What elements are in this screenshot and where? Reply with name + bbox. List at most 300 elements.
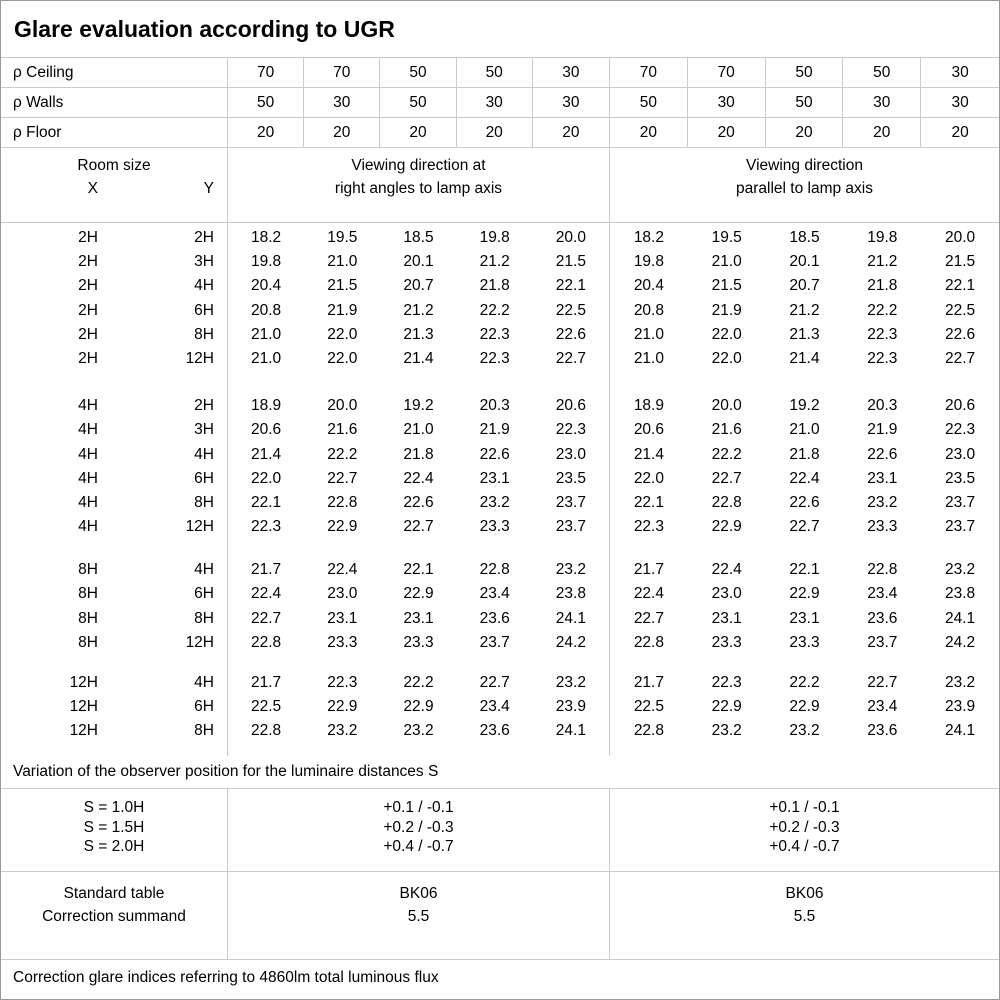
room-x-value: 2H: [78, 229, 98, 246]
spacing-values-right-angles: [228, 789, 610, 871]
ugr-value: 21.0: [633, 349, 664, 367]
group-header-line: Viewing direction: [746, 157, 863, 174]
ugr-row-values: [228, 515, 609, 539]
spacing-label: S = 1.0H: [83, 799, 145, 816]
ugr-value: 23.2: [945, 561, 976, 579]
ugr-value: 22.7: [555, 349, 586, 367]
room-y-value: 4H: [194, 674, 214, 691]
ugr-row-values: [610, 299, 999, 323]
room-y-value: 4H: [194, 561, 214, 579]
ugr-row-room-size: [1, 226, 227, 250]
ugr-row-values: [610, 582, 999, 606]
room-x-value: 12H: [69, 674, 98, 691]
ugr-value: 22.4: [327, 561, 358, 579]
ugr-value: 22.9: [789, 698, 820, 716]
ugr-value: 22.6: [403, 493, 434, 511]
ugr-row-room-size: [1, 491, 227, 515]
ugr-value: 21.0: [711, 253, 742, 271]
ugr-value: 18.5: [403, 229, 434, 246]
spacing-value: +0.2 / -0.3: [383, 818, 454, 836]
ugr-value: 22.9: [327, 698, 358, 716]
reflectance-value: 50: [843, 58, 921, 87]
ugr-value: 22.7: [479, 674, 510, 691]
room-y-value: 8H: [194, 722, 214, 740]
ugr-value: 20.0: [711, 397, 742, 415]
ugr-value: 22.3: [867, 325, 898, 343]
reflectance-row-label: [1, 118, 228, 147]
room-size-label: Room size: [77, 157, 151, 174]
ugr-value: 21.9: [867, 421, 898, 439]
ugr-value: 23.2: [789, 722, 820, 740]
ugr-value: 21.7: [633, 674, 664, 691]
ugr-block-parallel: [610, 558, 999, 655]
ugr-value: 21.9: [711, 301, 742, 319]
reflectance-value: 50: [457, 58, 533, 87]
reflectance-label-text: ρ Floor: [13, 123, 62, 141]
ugr-value: 21.9: [327, 301, 358, 319]
ugr-value: 22.1: [945, 277, 976, 295]
ugr-row-values: [610, 323, 999, 347]
ugr-row-room-size: [1, 631, 227, 655]
room-x-value: 4H: [78, 445, 98, 463]
ugr-value: 22.6: [789, 493, 820, 511]
ugr-value: 20.8: [251, 301, 282, 319]
ugr-value: 22.6: [479, 445, 510, 463]
reflectance-value: 30: [843, 88, 921, 117]
ugr-value: 21.3: [789, 325, 820, 343]
ugr-value: 23.2: [867, 493, 898, 511]
ugr-value: 22.4: [633, 585, 664, 603]
ugr-value: 21.2: [789, 301, 820, 319]
ugr-value: 22.3: [479, 325, 510, 343]
ugr-row-values: [228, 671, 609, 695]
room-y-value: 12H: [185, 349, 214, 367]
ugr-value: 23.2: [555, 561, 586, 579]
reflectance-row-label: [1, 88, 228, 117]
ugr-value: 22.5: [251, 698, 282, 716]
room-x-value: 4H: [78, 421, 98, 439]
room-y-value: 6H: [194, 585, 214, 603]
ugr-block-room: [1, 226, 227, 371]
ugr-value: 24.2: [555, 633, 586, 651]
standard-values-parallel: [610, 872, 999, 959]
ugr-row-room-size: [1, 719, 227, 743]
reflectance-row: [1, 118, 999, 148]
ugr-value: 23.0: [327, 585, 358, 603]
room-y-value: 6H: [194, 469, 214, 487]
ugr-block-room: [1, 558, 227, 655]
ugr-value: 20.3: [479, 397, 510, 415]
ugr-value: 23.3: [867, 518, 898, 536]
ugr-value: 21.2: [479, 253, 510, 271]
ugr-value: 22.3: [711, 674, 742, 691]
ugr-value: 20.7: [789, 277, 820, 295]
standard-labels: [1, 872, 228, 959]
reflectance-group-parallel: [610, 88, 999, 117]
ugr-value: 22.7: [633, 609, 664, 627]
reflectance-value: 30: [951, 63, 969, 81]
ugr-value: 22.3: [327, 674, 358, 691]
reflectance-value: 20: [562, 123, 580, 141]
reflectance-value: 50: [766, 88, 844, 117]
ugr-block-right-angles: [228, 226, 609, 371]
ugr-value: 22.4: [711, 561, 742, 579]
ugr-row-values: [610, 515, 999, 539]
ugr-row-room-size: [1, 607, 227, 631]
room-x-value: 12H: [69, 698, 98, 716]
ugr-value: 22.1: [403, 561, 434, 579]
ugr-value: 20.0: [555, 229, 586, 246]
reflectance-value: 20: [380, 118, 456, 147]
ugr-value: 23.6: [867, 609, 898, 627]
ugr-value: 21.8: [867, 277, 898, 295]
ugr-value: 23.7: [867, 633, 898, 651]
ugr-row-values: [228, 719, 609, 743]
standard-table-label: Standard table: [63, 885, 165, 902]
ugr-value: 18.2: [251, 229, 282, 246]
reflectance-value: 30: [562, 63, 580, 81]
ugr-value: 23.7: [555, 493, 586, 511]
room-y-value: 2H: [194, 229, 214, 246]
reflectance-value: 70: [688, 58, 766, 87]
room-y-value: 8H: [194, 325, 214, 343]
reflectance-value: 30: [562, 93, 580, 111]
ugr-value: 20.6: [251, 421, 282, 439]
spacing-values-parallel: [610, 789, 999, 871]
ugr-row-room-size: [1, 418, 227, 442]
ugr-value: 23.3: [479, 518, 510, 536]
ugr-row-room-size: [1, 274, 227, 298]
reflectance-group-right-angles: [228, 118, 610, 147]
reflectance-value: 20: [610, 118, 688, 147]
ugr-row-values: [228, 582, 609, 606]
ugr-row-room-size: [1, 582, 227, 606]
reflectance-value: 50: [766, 58, 844, 87]
ugr-value: 21.8: [479, 277, 510, 295]
room-x-value: 8H: [78, 633, 98, 651]
room-y-value: 12H: [185, 518, 214, 536]
reflectance-value: 50: [228, 88, 304, 117]
spacing-value: +0.4 / -0.7: [769, 838, 840, 855]
ugr-value: 24.1: [945, 722, 976, 740]
ugr-block-room: [1, 394, 227, 539]
spacing-value: +0.1 / -0.1: [769, 799, 840, 816]
ugr-row-room-size: [1, 671, 227, 695]
ugr-value: 19.5: [327, 229, 358, 246]
standard-table-section: [1, 872, 999, 960]
ugr-row-values: [610, 274, 999, 298]
ugr-value: 24.1: [555, 609, 586, 627]
ugr-value: 20.6: [945, 397, 976, 415]
reflectance-group-parallel: [610, 58, 999, 87]
ugr-value: 22.7: [327, 469, 358, 487]
ugr-row-values: [228, 443, 609, 467]
ugr-value: 21.5: [711, 277, 742, 295]
ugr-value: 23.7: [555, 518, 586, 536]
ugr-value: 23.6: [867, 722, 898, 740]
ugr-value: 23.1: [789, 609, 820, 627]
ugr-value: 22.3: [555, 421, 586, 439]
ugr-value: 22.3: [633, 518, 664, 536]
ugr-value: 20.8: [633, 301, 664, 319]
ugr-row-values: [228, 491, 609, 515]
ugr-value: 22.9: [711, 698, 742, 716]
ugr-row-room-size: [1, 394, 227, 418]
group-header-parallel: [610, 148, 999, 222]
ugr-value: 23.5: [945, 469, 976, 487]
ugr-value: 22.3: [479, 349, 510, 367]
ugr-value: 22.1: [251, 493, 282, 511]
ugr-value: 22.8: [251, 633, 282, 651]
ugr-value: 20.7: [403, 277, 434, 295]
ugr-value: 20.1: [403, 253, 434, 271]
reflectance-group-right-angles: [228, 58, 610, 87]
y-axis-label: Y: [203, 180, 214, 197]
ugr-row-values: [228, 418, 609, 442]
ugr-value: 22.3: [251, 518, 282, 536]
ugr-value: 22.5: [555, 301, 586, 319]
ugr-value: 22.8: [633, 722, 664, 740]
ugr-value: 23.1: [711, 609, 742, 627]
reflectance-value: 70: [304, 58, 380, 87]
ugr-block-parallel: [610, 394, 999, 539]
ugr-value: 20.6: [555, 397, 586, 415]
ugr-value: 23.2: [327, 722, 358, 740]
ugr-value: 23.2: [403, 722, 434, 740]
ugr-value: 22.8: [327, 493, 358, 511]
data-col-right-angles: [228, 223, 610, 756]
ugr-value: 22.0: [711, 349, 742, 367]
x-axis-label: X: [87, 180, 98, 197]
room-y-value: 8H: [194, 493, 214, 511]
ugr-value: 22.3: [945, 421, 976, 439]
ugr-row-values: [228, 347, 609, 371]
ugr-value: 20.6: [633, 421, 664, 439]
ugr-value: 20.3: [867, 397, 898, 415]
room-size-header: [1, 148, 228, 222]
room-y-value: 4H: [194, 277, 214, 295]
ugr-value: 19.8: [479, 229, 510, 246]
reflectance-row-label: [1, 58, 228, 87]
ugr-value: 21.8: [789, 445, 820, 463]
ugr-value: 18.2: [633, 229, 664, 246]
reflectance-label-text: ρ Ceiling: [13, 63, 74, 81]
ugr-row-room-size: [1, 347, 227, 371]
reflectance-value: 50: [380, 58, 456, 87]
spacing-label: S = 2.0H: [83, 838, 145, 855]
ugr-value: 22.8: [711, 493, 742, 511]
ugr-row-room-size: [1, 558, 227, 582]
ugr-value: 20.0: [327, 397, 358, 415]
observer-variation-section: [1, 789, 999, 872]
ugr-value: 21.4: [251, 445, 282, 463]
ugr-value: 23.2: [479, 493, 510, 511]
ugr-value: 22.1: [633, 493, 664, 511]
group-header-line: parallel to lamp axis: [736, 180, 873, 197]
ugr-value: 24.1: [945, 609, 976, 627]
reflectance-value: 30: [457, 88, 533, 117]
ugr-row-values: [610, 631, 999, 655]
room-x-value: 4H: [78, 469, 98, 487]
ugr-value: 22.5: [945, 301, 976, 319]
ugr-value: 21.2: [867, 253, 898, 271]
ugr-value: 23.3: [711, 633, 742, 651]
ugr-value: 21.3: [403, 325, 434, 343]
ugr-value: 22.3: [867, 349, 898, 367]
ugr-value: 23.9: [945, 698, 976, 716]
ugr-value: 23.2: [945, 674, 976, 691]
ugr-value: 23.4: [867, 585, 898, 603]
ugr-value: 23.4: [479, 585, 510, 603]
ugr-row-values: [610, 467, 999, 491]
footer-note-row: [1, 960, 999, 999]
ugr-value: 19.5: [711, 229, 742, 246]
ugr-value: 21.7: [251, 561, 282, 579]
ugr-value: 22.0: [711, 325, 742, 343]
ugr-value: 23.0: [555, 445, 586, 463]
ugr-row-values: [228, 394, 609, 418]
room-y-value: 2H: [194, 397, 214, 415]
reflectance-value: 20: [457, 118, 533, 147]
reflectance-value: 70: [610, 58, 688, 87]
ugr-value: 23.4: [867, 698, 898, 716]
ugr-value: 19.8: [867, 229, 898, 246]
ugr-value: 23.6: [479, 609, 510, 627]
ugr-row-room-size: [1, 695, 227, 719]
ugr-value: 21.6: [327, 421, 358, 439]
correction-summand-value: 5.5: [407, 908, 430, 925]
ugr-value: 21.2: [403, 301, 434, 319]
ugr-value: 23.3: [789, 633, 820, 651]
reflectance-value: 20: [951, 123, 969, 141]
ugr-value: 21.5: [945, 253, 976, 271]
ugr-row-values: [610, 719, 999, 743]
ugr-value: 20.4: [251, 277, 282, 295]
spacing-value: +0.4 / -0.7: [383, 838, 454, 855]
matrix-header: [1, 148, 999, 223]
ugr-value: 21.6: [711, 421, 742, 439]
ugr-row-values: [228, 631, 609, 655]
ugr-value: 22.2: [403, 674, 434, 691]
ugr-value: 23.4: [479, 698, 510, 716]
reflectance-value: 20: [688, 118, 766, 147]
variation-note-row: [1, 756, 999, 789]
room-x-value: 2H: [78, 349, 98, 367]
ugr-value: 22.7: [403, 518, 434, 536]
ugr-data-matrix: [1, 223, 999, 756]
ugr-value: 22.2: [479, 301, 510, 319]
ugr-value: 22.8: [479, 561, 510, 579]
ugr-row-values: [610, 418, 999, 442]
room-x-value: 2H: [78, 253, 98, 271]
room-y-value: 6H: [194, 698, 214, 716]
page-title: Glare evaluation according to UGR: [14, 15, 395, 42]
ugr-value: 23.6: [479, 722, 510, 740]
ugr-value: 21.4: [633, 445, 664, 463]
ugr-value: 23.8: [555, 585, 586, 603]
ugr-value: 22.9: [711, 518, 742, 536]
ugr-value: 23.0: [945, 445, 976, 463]
ugr-value: 23.7: [945, 493, 976, 511]
reflectance-value: 20: [304, 118, 380, 147]
ugr-row-values: [228, 323, 609, 347]
ugr-row-values: [228, 467, 609, 491]
ugr-row-values: [228, 250, 609, 274]
spacing-labels: [1, 789, 228, 871]
room-x-value: 2H: [78, 325, 98, 343]
ugr-value: 22.9: [403, 698, 434, 716]
ugr-value: 22.2: [711, 445, 742, 463]
reflectance-value: 30: [304, 88, 380, 117]
ugr-value: 21.0: [633, 325, 664, 343]
ugr-value: 20.1: [789, 253, 820, 271]
ugr-block-right-angles: [228, 394, 609, 539]
reflectance-value: 70: [228, 58, 304, 87]
reflectance-value: 30: [688, 88, 766, 117]
ugr-row-values: [228, 226, 609, 250]
ugr-value: 22.0: [251, 469, 282, 487]
correction-summand-value: 5.5: [793, 908, 816, 925]
ugr-value: 19.8: [251, 253, 282, 271]
ugr-value: 22.0: [633, 469, 664, 487]
ugr-value: 23.1: [479, 469, 510, 487]
xy-header-row: [1, 177, 227, 200]
ugr-value: 23.9: [555, 698, 586, 716]
ugr-block-right-angles: [228, 558, 609, 655]
ugr-value: 22.8: [633, 633, 664, 651]
variation-note: Variation of the observer position for the luminaire distances S: [13, 763, 439, 780]
room-y-value: 8H: [194, 609, 214, 627]
ugr-value: 22.7: [711, 469, 742, 487]
ugr-value: 22.4: [251, 585, 282, 603]
ugr-value: 22.9: [789, 585, 820, 603]
ugr-value: 22.6: [945, 325, 976, 343]
ugr-value: 22.7: [945, 349, 976, 367]
ugr-value: 22.9: [327, 518, 358, 536]
room-x-value: 4H: [78, 493, 98, 511]
room-x-value: 2H: [78, 301, 98, 319]
spacing-value: +0.1 / -0.1: [383, 799, 454, 816]
ugr-value: 22.7: [251, 609, 282, 627]
ugr-value: 23.0: [711, 585, 742, 603]
reflectance-group-right-angles: [228, 88, 610, 117]
ugr-row-values: [610, 347, 999, 371]
room-x-value: 8H: [78, 585, 98, 603]
ugr-value: 21.8: [403, 445, 434, 463]
reflectance-table: [1, 58, 999, 148]
ugr-block-room: [1, 671, 227, 744]
ugr-value: 18.9: [633, 397, 664, 415]
ugr-row-values: [228, 695, 609, 719]
ugr-value: 21.5: [555, 253, 586, 271]
ugr-value: 18.5: [789, 229, 820, 246]
ugr-value: 21.0: [403, 421, 434, 439]
ugr-row-values: [228, 558, 609, 582]
reflectance-value: 50: [610, 88, 688, 117]
standard-values-right-angles: [228, 872, 610, 959]
reflectance-value: 50: [380, 88, 456, 117]
ugr-value: 22.0: [327, 325, 358, 343]
ugr-value: 22.8: [251, 722, 282, 740]
ugr-row-values: [610, 491, 999, 515]
ugr-row-values: [610, 226, 999, 250]
ugr-value: 21.0: [327, 253, 358, 271]
data-col-room: [1, 223, 228, 756]
ugr-value: 22.6: [555, 325, 586, 343]
ugr-value: 21.0: [789, 421, 820, 439]
ugr-value: 23.7: [945, 518, 976, 536]
room-y-value: 6H: [194, 301, 214, 319]
